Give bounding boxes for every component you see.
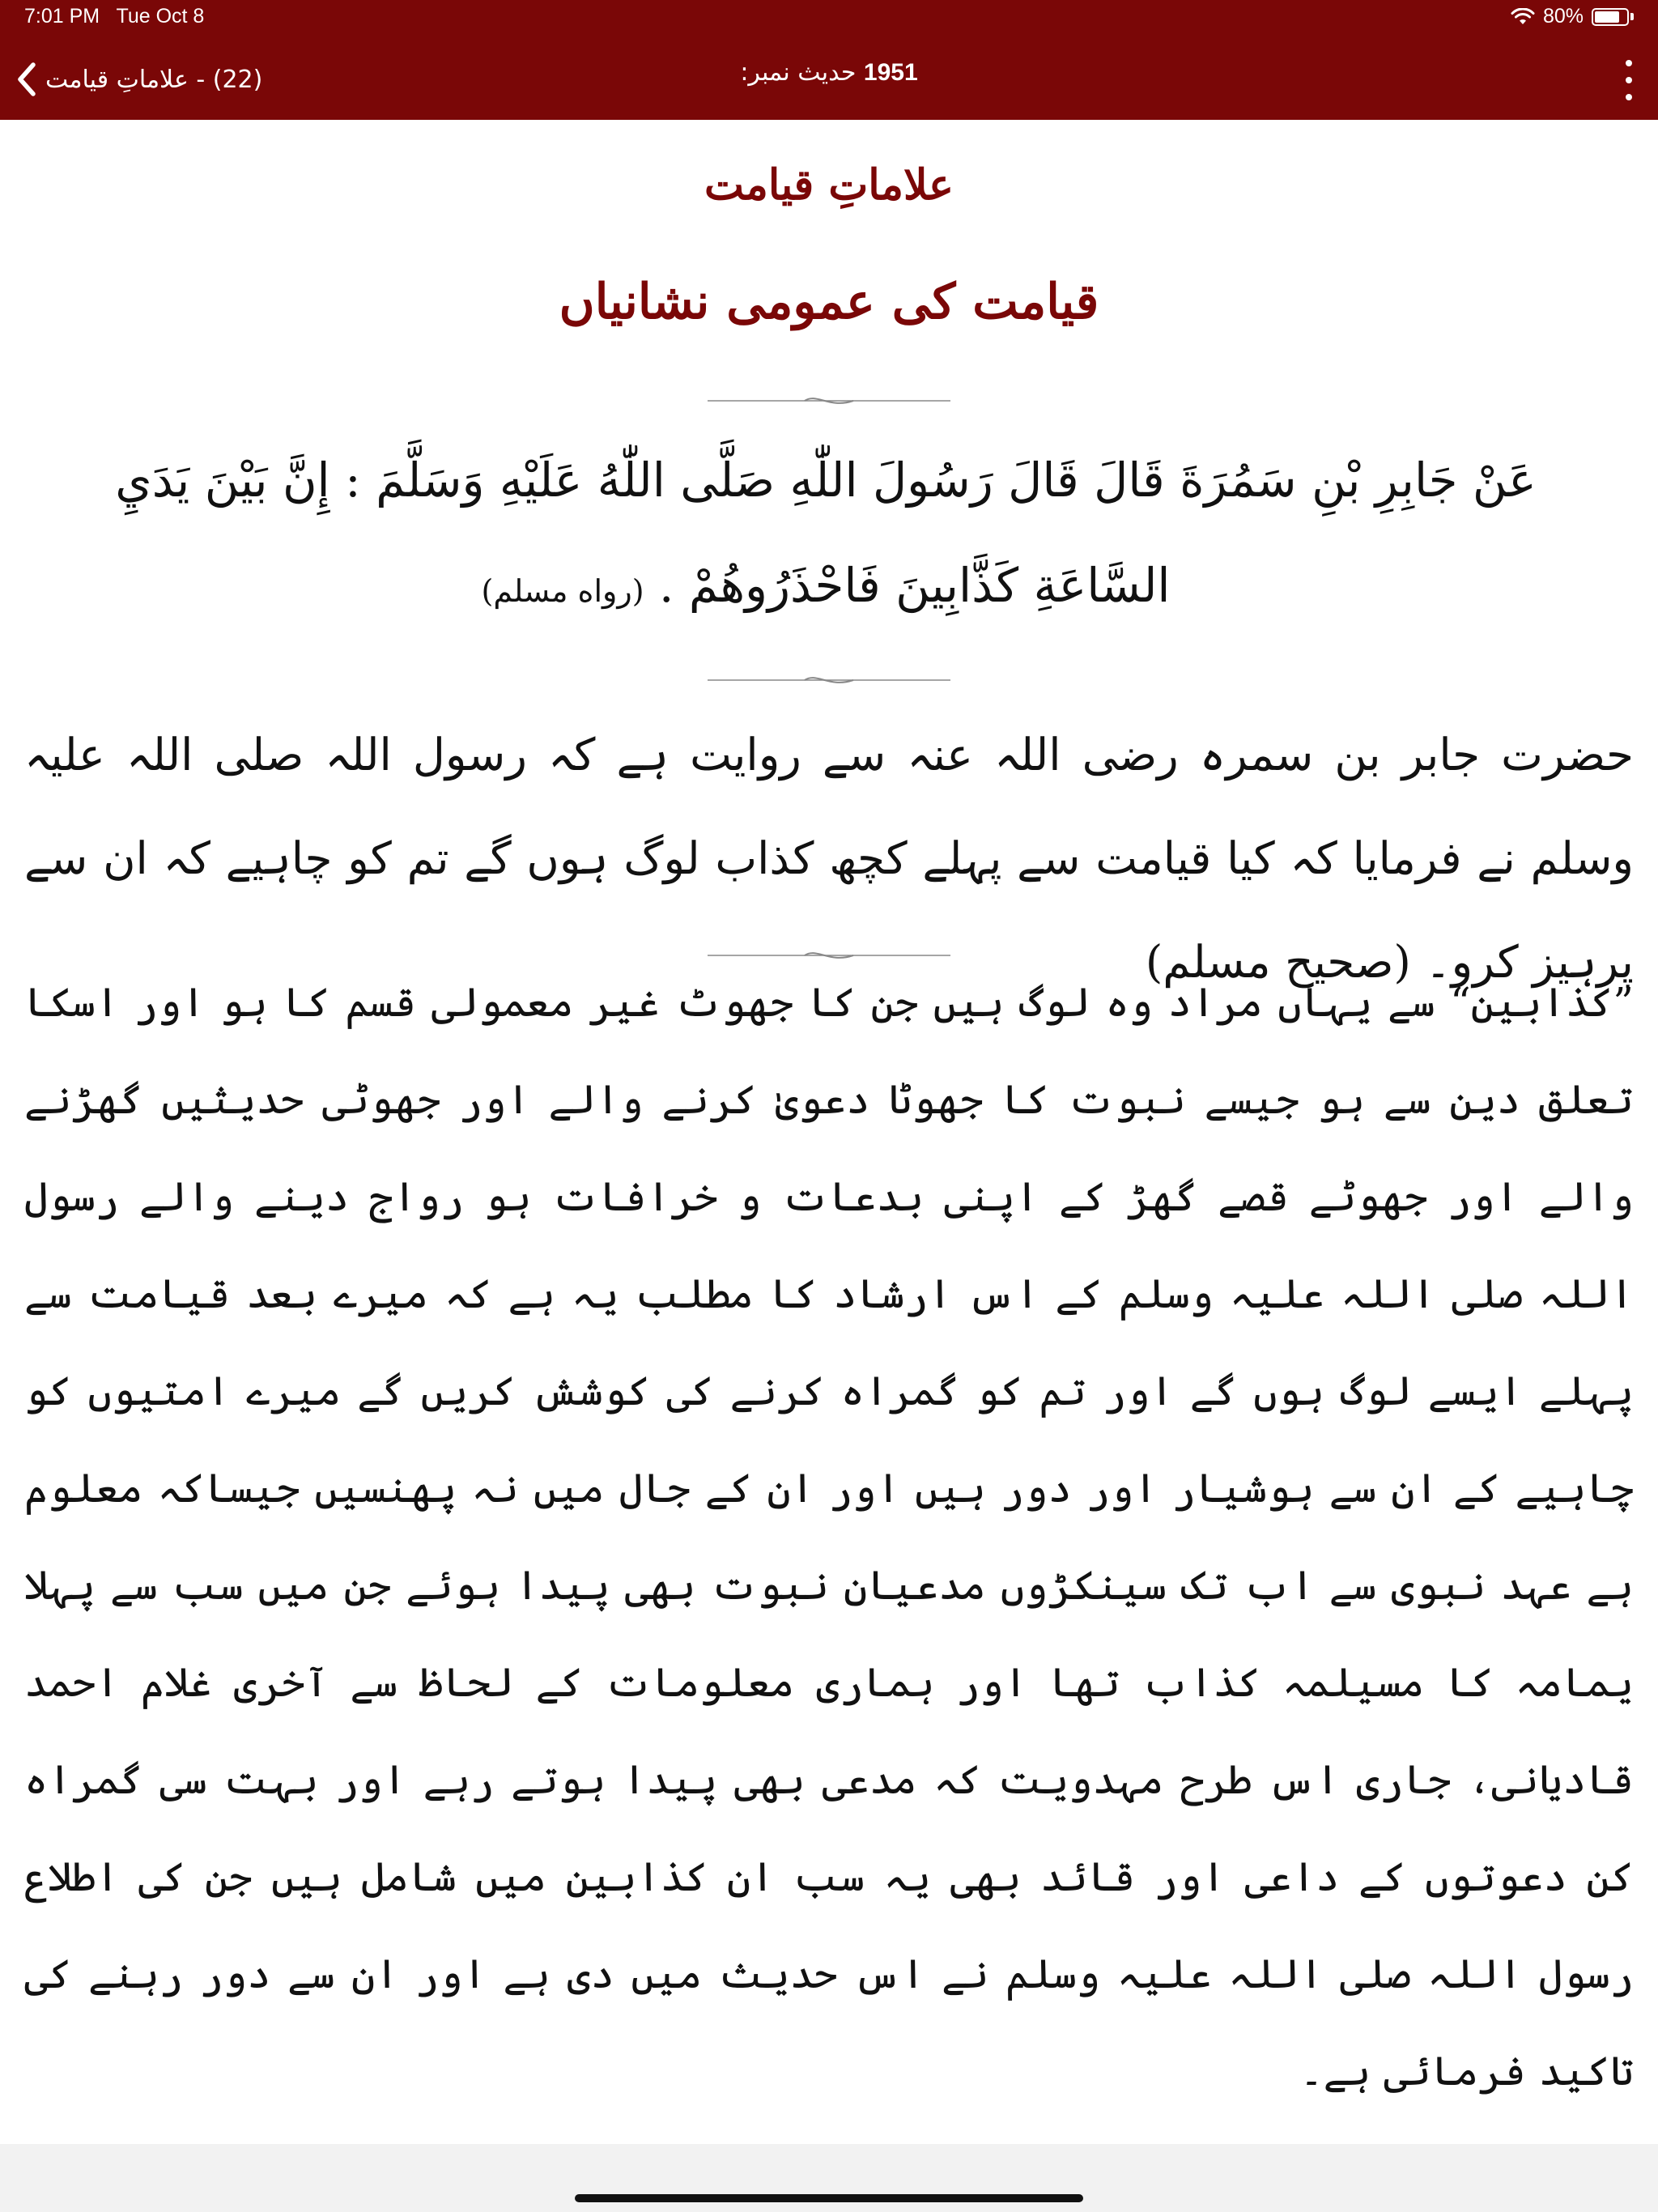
hadith-number: 1951 xyxy=(863,59,918,86)
battery-percent: 80% xyxy=(1542,5,1584,28)
chapter-title: علاماتِ قیامت xyxy=(704,160,954,210)
arabic-text: عَنْ جَابِرِ بْنِ سَمُرَةَ قَالَ قَالَ رَسُولَ اللّٰهِ صَلَّى اللّٰهُ عَلَيْهِ وَسَلَّمَ : إِنَّ بَيْنَ يَدَيِ السَّاعَةِ كَذَّابِينَ فَاحْذَرُوهُمْ . xyxy=(115,453,1537,613)
hadith-content xyxy=(0,120,1658,2144)
chevron-left-icon xyxy=(16,62,37,97)
wifi-icon xyxy=(1511,8,1535,26)
back-button[interactable] xyxy=(16,57,262,102)
urdu-explanation: ”کذابین“ سے یہاں مراد وہ لوگ ہیں جن کا جھوٹ غیر معمولی قسم کا ہو اور اسکا تعلق دین سے ہو جیسے نبوت کا جھوٹا دعویٰ کرنے والے اور جھوٹی حدیثیں گھڑنے والے اور جھوٹے قصے گھڑ کے اپنی بدعات و خرافات ہو رواج دینے والے رسول اللہ صلی اللہ علیہ وسلم کے اس ارشاد کا مطلب یہ ہے کہ میرے بعد قیامت سے پہلے ایسے لوگ ہوں گے اور تم کو گمراہ کرنے کی کوشش کریں گے میرے امتیوں کو چاہیے کے ان سے ہوشیار اور دور ہیں اور ان کے جال میں نہ پھنسیں جیساکہ معلوم ہے عہد نبوی سے اب تک سینکڑوں مدعیان نبوت بھی پیدا ہوئے جن میں سب سے پہلا یمامہ کا مسیلمہ کذاب تھا اور ہماری معلومات کے لحاظ سے آخری غلام احمد قادیانی، جاری اس طرح مہدویت کہ مدعی بھی پیدا ہوتے رہے اور بہت سی گمراہ کن دعوتوں کے داعی اور قائد بھی یہ سب ان کذابین میں شامل ہیں جن کی اطلاع رسول اللہ صلی اللہ علیہ وسلم نے اس حدیث میں دی ہے اور ان سے دور رہنے کی تاکید فرمائی ہے۔ xyxy=(24,979,1634,2095)
status-time: 7:01 PM xyxy=(24,5,100,28)
more-dot-icon xyxy=(1626,94,1632,100)
back-button-label: (22) - علاماتِ قیامت xyxy=(45,65,263,94)
more-dot-icon xyxy=(1626,60,1632,66)
more-dot-icon xyxy=(1626,77,1632,83)
battery-icon xyxy=(1592,8,1629,26)
status-bar-time xyxy=(24,5,204,28)
ornament-divider xyxy=(708,670,950,690)
battery-tip xyxy=(1630,13,1634,20)
top-bar xyxy=(0,0,1658,120)
ornament-divider xyxy=(708,391,950,410)
chapter-subtitle: قیامت کی عمومی نشانیاں xyxy=(559,274,1099,330)
status-bar-right xyxy=(1511,5,1634,28)
battery-fill xyxy=(1595,11,1619,23)
more-options-button[interactable] xyxy=(1621,60,1637,100)
arabic-reference: (رواه مسلم) xyxy=(481,573,644,609)
home-indicator[interactable] xyxy=(575,2194,1083,2202)
arabic-hadith-text xyxy=(65,428,1587,644)
urdu-translation: حضرت جابر بن سمرہ رضی اللہ عنہ سے روایت ہے کہ رسول اللہ صلی اللہ علیہ وسلم نے فرمایا کہ کیا قیامت سے پہلے کچھ کذاب لوگ ہوں گے تم کو چاہیے کہ ان سے پرہیز کرو۔ (صحیح مسلم) xyxy=(24,729,1634,988)
hadith-number-label: حدیث نمبر: xyxy=(740,58,857,87)
status-date: Tue Oct 8 xyxy=(116,5,205,28)
page-title xyxy=(586,58,1072,87)
